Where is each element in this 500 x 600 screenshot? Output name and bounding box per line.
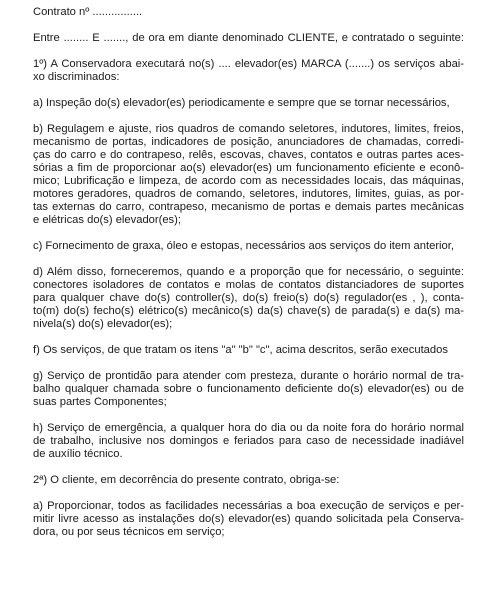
clause-1 [33,58,464,84]
item-g [33,370,464,409]
item-f: f) Os serviços, de que tratam os itens "a" "b" "c", acima descritos, serão executados [33,344,448,356]
item-b [33,123,464,227]
item-d-line: para qualquer chave do(s) controller(s), do(s) freio(s) do(s) regulador(es , ), conta- [33,292,464,304]
clause-1-line: 1º) A Conservadora executará no(s) .... elevador(es) MARCA (.......) os serviços abai- [33,58,464,70]
item-2a-line: mitir livre acesso as instalações do(s) elevador(es) quando solicitada pela Conserva- [33,513,464,525]
item-h-line: h) Serviço de emergência, a qualquer hora do dia ou da noite fora do horário normal [33,422,464,434]
item-g-line: suas partes Componentes; [33,396,167,408]
item-b-line: b) Regulagem e ajuste, rios quadros de comando seletores, indutores, limites, freios, [33,123,464,135]
item-d [33,266,464,331]
clause-1-line: xo discriminados: [33,71,120,83]
item-b-line: mico; Lubrificação e limpeza, de acordo com as necessidades locais, das máquinas, [33,175,464,187]
contract-document [33,0,464,539]
item-b-line: tas externas do carro, contrapeso, mecanismo de portas e demais partes mecânicas [33,201,464,213]
item-h [33,422,464,461]
item-g-line: balho qualquer chamada sobre o funcionamento deficiente do(s) elevador(es) ou de [33,383,464,395]
item-d-line: d) Além disso, forneceremos, quando e a proporção que for necessário, o seguinte: [33,266,464,278]
item-g-line: g) Serviço de prontidão para atender com presteza, durante o horário normal de tra- [33,370,464,382]
item-b-line: motores geradores, quadros de comando, seletores, indutores, limites, guias, as por- [33,188,464,200]
item-b-line: e elétricas do(s) elevador(es); [33,214,181,226]
item-2a [33,500,464,539]
item-c: c) Fornecimento de graxa, óleo e estopas, necessários aos serviços do item anterior, [33,240,454,252]
item-b-line: mecanismo de portas, indicadores de posição, anunciadores de chamadas, corredi- [33,136,464,148]
item-d-line: nivela(s) do(s) elevador(es); [33,318,173,330]
item-d-line: to(m) do(s) fecho(s) elétrico(s) mecânico(s) da(s) chave(s) de parada(s) e da(s) ma- [33,305,464,317]
item-h-line: de auxílio técnico. [33,448,123,460]
clause-2: 2ª) O cliente, em decorrência do presente contrato, obriga-se: [33,474,340,486]
contract-number: Contrato nº ................ [33,6,143,18]
item-b-line: sórias a fim de proporcionar ao(s) elevador(es) um funcionamento eficiente e econô- [33,162,464,174]
item-2a-line: a) Proporcionar, todos as facilidades necessárias a boa execução de serviços e per- [33,500,464,512]
item-d-line: conectores isoladores de contatos e molas de contatos distanciadores de suportes [33,279,464,291]
item-h-line: de trabalho, inclusive nos domingos e feriados para caso de necessidade inadiável [33,435,464,447]
item-a: a) Inspeção do(s) elevador(es) periodicamente e sempre que se tornar necessários, [33,97,450,109]
item-2a-line: dora, ou por seus técnicos em serviço; [33,526,225,538]
contract-intro: Entre ........ E ......., de ora em diante denominado CLIENTE, e contratado o seguinte: [33,32,464,44]
item-b-line: ças do carro e do contrapeso, relês, escovas, chaves, contatos e outras partes aces- [33,149,464,161]
